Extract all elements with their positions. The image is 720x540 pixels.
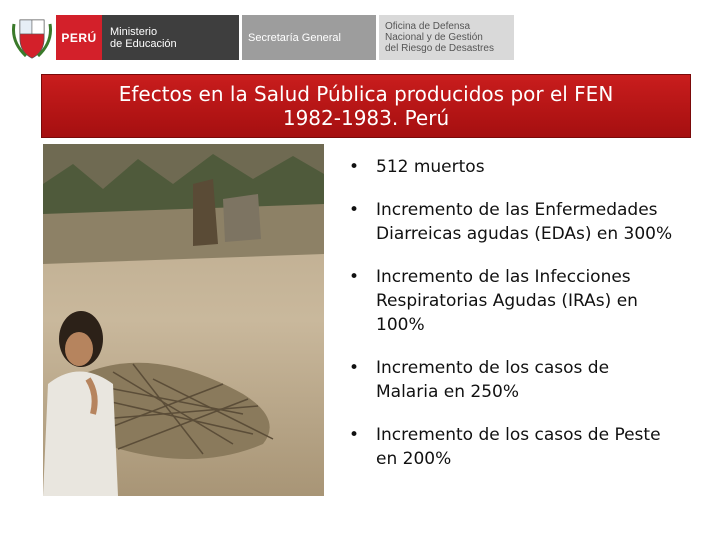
bullet-text: 512 muertos — [376, 157, 485, 177]
header-bar — [0, 0, 720, 70]
oficina-line-2: Nacional y de Gestión — [385, 32, 483, 43]
list-item — [345, 423, 675, 471]
oficina-line-3: del Riesgo de Desastres — [385, 43, 494, 54]
slide-title-line-1: Efectos en la Salud Pública producidos por el FEN — [118, 82, 614, 106]
bullet-marker: • — [349, 358, 360, 378]
bullet-text: Incremento de las Enfermedades Diarreicas agudas (EDAs) en 300% — [376, 200, 673, 244]
bullet-text: Incremento de los casos de Malaria en 250% — [376, 358, 610, 402]
bullet-marker: • — [349, 425, 360, 445]
list-item — [345, 198, 675, 246]
bullet-marker: • — [349, 267, 360, 287]
bullet-text: Incremento de los casos de Peste en 200% — [376, 425, 661, 469]
coat-of-arms-icon — [12, 14, 52, 60]
slide-title-line-2: 1982-1983. Perú — [282, 106, 450, 130]
list-item — [345, 155, 675, 179]
flood-photo — [43, 144, 324, 496]
slide-title — [41, 74, 691, 138]
secretaria-label: Secretaría General — [248, 31, 341, 44]
secretaria-block — [242, 15, 376, 60]
peru-logo-block — [56, 15, 102, 60]
bullet-list — [345, 155, 675, 490]
bullet-marker: • — [349, 200, 360, 220]
oficina-line-1: Oficina de Defensa — [385, 21, 471, 32]
ministry-logo-block — [102, 15, 239, 60]
oficina-block — [379, 15, 514, 60]
bullet-text: Incremento de las Infecciones Respiratorias Agudas (IRAs) en 100% — [376, 267, 638, 335]
list-item — [345, 265, 675, 337]
list-item — [345, 356, 675, 404]
peru-label: PERÚ — [61, 30, 97, 45]
bullet-marker: • — [349, 157, 360, 177]
ministry-line-2: de Educación — [110, 37, 177, 50]
ministry-line-1: Ministerio — [110, 25, 158, 38]
